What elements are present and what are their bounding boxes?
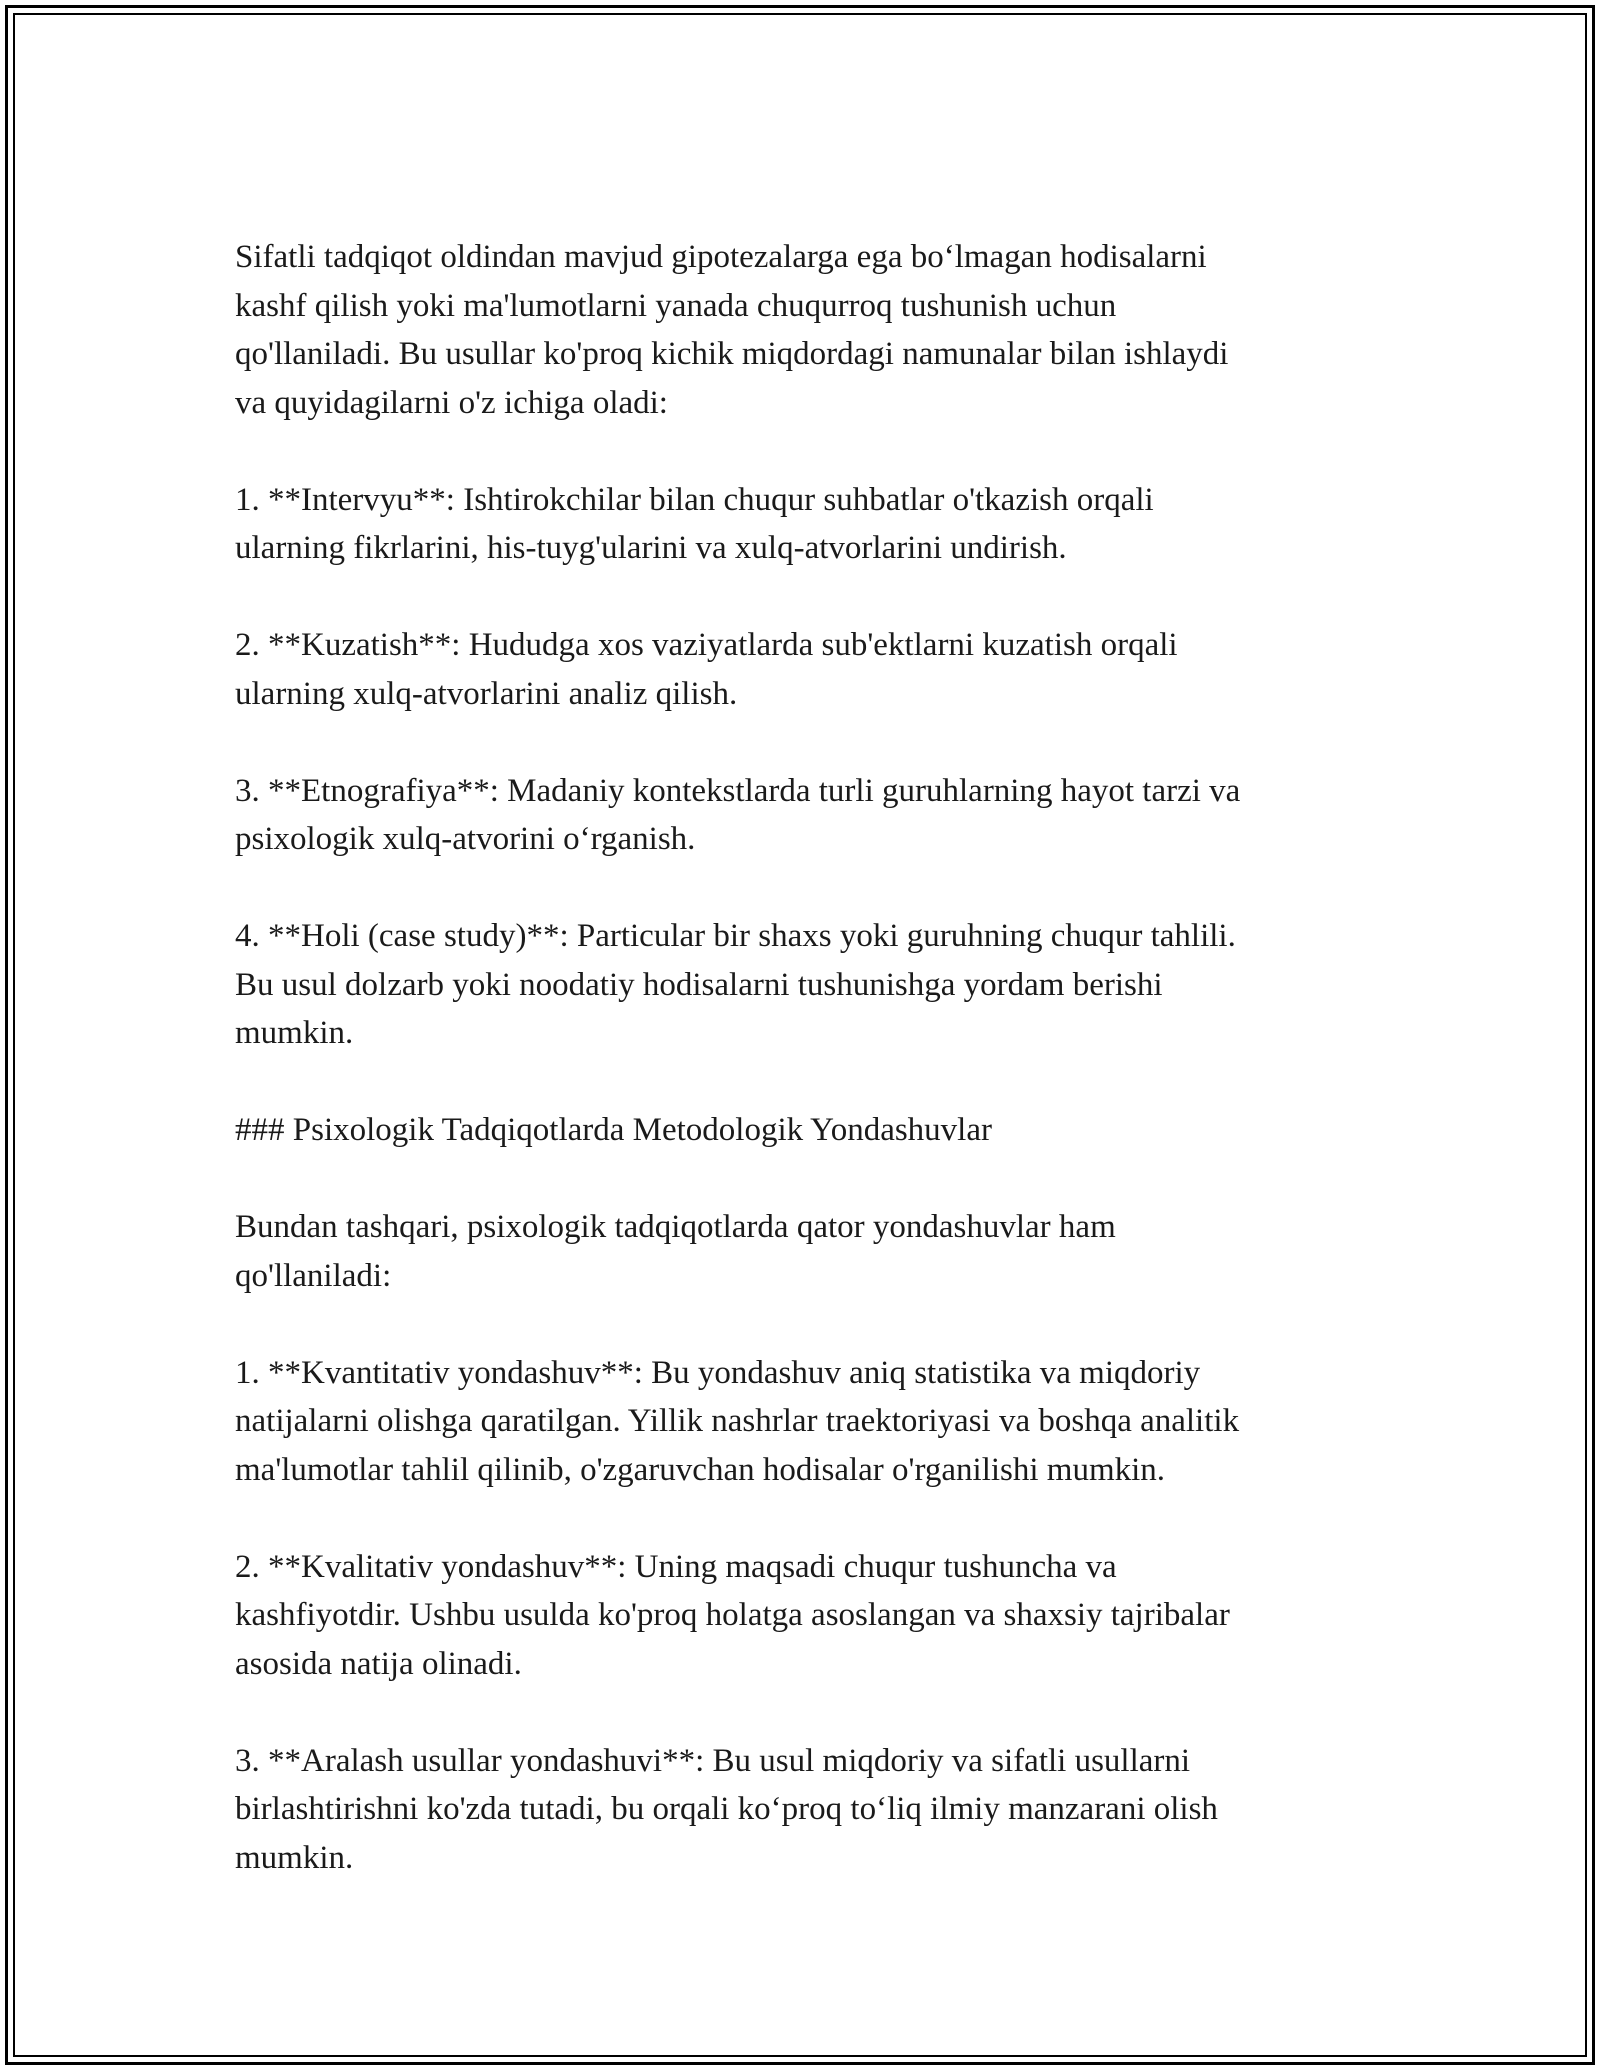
intro-paragraph: [235, 233, 1375, 427]
text-line: 4. **Holi (case study)**: Particular bir shaxs yoki guruhning chuqur tahlili.: [235, 918, 1236, 954]
text-line: 3. **Etnografiya**: Madaniy kontekstlarda turli guruhlarning hayot tarzi va: [235, 772, 1241, 809]
list-item-kuzatish: [235, 621, 1375, 718]
text-line: Sifatli tadqiqot oldindan mavjud gipotezalarga ega bo‘lmagan hodisalarni: [235, 239, 1207, 275]
text-line: Bu usul dolzarb yoki noodatiy hodisalarni tushunishga yordam berishi: [235, 966, 1163, 1003]
text-line: 1. **Intervyu**: Ishtirokchilar bilan chuqur suhbatlar o'tkazish orqali: [235, 481, 1154, 518]
text-line: ularning fikrlarini, his-tuyg'ularini va xulq-atvorlarini undirish.: [235, 530, 1067, 566]
list-item-aralash: [235, 1737, 1375, 1883]
text-line: Bundan tashqari, psixologik tadqiqotlarda qator yondashuvlar ham: [235, 1209, 1116, 1245]
list-item-intervyu: [235, 476, 1375, 573]
list-item-case-study: [235, 912, 1375, 1058]
section-heading: [235, 1106, 1375, 1155]
text-line: kashf qilish yoki ma'lumotlarni yanada chuqurroq tushunish uchun: [235, 287, 1117, 324]
text-line: kashfiyotdir. Ushbu usulda ko'proq holatga asoslangan va shaxsiy tajribalar: [235, 1597, 1230, 1633]
approaches-intro-paragraph: [235, 1203, 1375, 1300]
text-line: mumkin.: [235, 1015, 354, 1051]
text-line: ma'lumotlar tahlil qilinib, o'zgaruvchan hodisalar o'rganilishi mumkin.: [235, 1451, 1166, 1488]
text-line: qo'llaniladi. Bu usullar ko'proq kichik miqdordagi namunalar bilan ishlaydi: [235, 336, 1229, 372]
text-line: natijalarni olishga qaratilgan. Yillik nashrlar traektoriyasi va boshqa analitik: [235, 1403, 1240, 1439]
list-item-kvantitativ: [235, 1349, 1375, 1495]
heading-line: ### Psixologik Tadqiqotlarda Metodologik Yondashuvlar: [235, 1112, 992, 1148]
document-body: [235, 233, 1375, 1882]
text-line: asosida natija olinadi.: [235, 1645, 522, 1682]
text-line: 2. **Kuzatish**: Hududga xos vaziyatlarda sub'ektlarni kuzatish orqali: [235, 627, 1178, 663]
text-line: ularning xulq-atvorlarini analiz qilish.: [235, 675, 738, 712]
list-item-kvalitativ: [235, 1543, 1375, 1689]
text-line: 2. **Kvalitativ yondashuv**: Uning maqsadi chuqur tushuncha va: [235, 1548, 1117, 1585]
text-line: 3. **Aralash usullar yondashuvi**: Bu usul miqdoriy va sifatli usullarni: [235, 1742, 1191, 1779]
list-item-etnografiya: [235, 767, 1375, 864]
text-line: mumkin.: [235, 1839, 354, 1876]
text-line: qo'llaniladi:: [235, 1257, 392, 1294]
text-line: psixologik xulq-atvorini o‘rganish.: [235, 821, 696, 857]
text-line: birlashtirishni ko'zda tutadi, bu orqali ko‘proq to‘liq ilmiy manzarani olish: [235, 1791, 1218, 1827]
text-line: 1. **Kvantitativ yondashuv**: Bu yondashuv aniq statistika va miqdoriy: [235, 1354, 1201, 1391]
text-line: va quyidagilarni o'z ichiga oladi:: [235, 384, 668, 421]
